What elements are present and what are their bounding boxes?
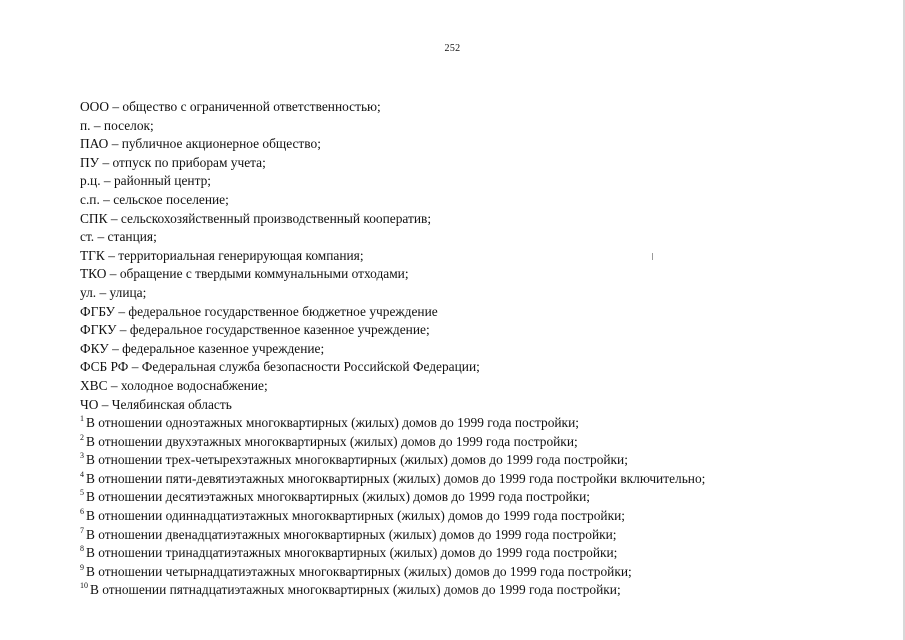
footnote-mark: 3 [80, 451, 84, 461]
footnote-mark: 5 [80, 488, 84, 498]
abbreviation-item: ФГБУ – федеральное государственное бюджетное учреждение [80, 303, 438, 319]
abbreviation-item: с.п. – сельское поселение; [80, 191, 229, 207]
page-number: 252 [444, 43, 461, 54]
footnote-item [80, 470, 705, 489]
footnote-item [80, 507, 705, 526]
footnote-mark: 6 [80, 507, 84, 517]
abbreviation-item: ТГК – территориальная генерирующая компания; [80, 247, 364, 263]
abbreviation-item: ПАО – публичное акционерное общество; [80, 136, 321, 152]
abbreviation-item: ООО – общество с ограниченной ответственностью; [80, 99, 381, 114]
footnote-mark: 10 [80, 581, 88, 591]
abbreviation-item: СПК – сельскохозяйственный производственный кооператив; [80, 210, 432, 226]
footnote-mark: 2 [80, 432, 84, 442]
abbreviation-item: ФКУ – федеральное казенное учреждение; [80, 340, 325, 356]
footnote-mark: 8 [80, 544, 84, 554]
scan-artifact [652, 253, 653, 260]
footnote-mark: 7 [80, 525, 84, 535]
footnote-text: В отношении трех-четырехэтажных многоквартирных (жилых) домов до 1999 года постройки; [86, 452, 628, 468]
footnote-text: В отношении одиннадцатиэтажных многоквартирных (жилых) домов до 1999 года постройки; [86, 508, 625, 524]
abbreviation-item: р.ц. – районный центр; [80, 173, 211, 189]
footnote-text: В отношении двухэтажных многоквартирных (жилых) домов до 1999 года постройки; [86, 433, 578, 449]
footnote-item [80, 488, 705, 507]
abbreviation-item: ст. – станция; [80, 229, 157, 245]
footnote-text: В отношении одноэтажных многоквартирных (жилых) домов до 1999 года постройки; [86, 415, 579, 431]
abbreviation-list [80, 98, 705, 600]
footnote-mark: 9 [80, 562, 84, 572]
footnote-item [80, 563, 705, 582]
abbreviation-item: ул. – улица; [80, 284, 147, 300]
abbreviation-item: ХВС – холодное водоснабжение; [80, 377, 268, 393]
footnote-item [80, 433, 705, 452]
abbreviation-item: ТКО – обращение с твердыми коммунальными отходами; [80, 266, 409, 282]
footnote-item [80, 544, 705, 563]
footnote-item [80, 581, 705, 600]
abbreviation-item: ФГКУ – федеральное государственное казенное учреждение; [80, 322, 430, 338]
footnote-text: В отношении четырнадцатиэтажных многоквартирных (жилых) домов до 1999 года постройки; [86, 563, 632, 579]
abbreviation-item: ЧО – Челябинская область [80, 396, 232, 412]
abbreviation-item: ПУ – отпуск по приборам учета; [80, 154, 266, 170]
footnote-item [80, 414, 705, 433]
footnote-text: В отношении десятиэтажных многоквартирных (жилых) домов до 1999 года постройки; [86, 489, 591, 505]
footnote-item [80, 451, 705, 470]
footnote-text: В отношении тринадцатиэтажных многоквартирных (жилых) домов до 1999 года постройки; [86, 545, 618, 561]
footnote-text: В отношении двенадцатиэтажных многоквартирных (жилых) домов до 1999 года постройки; [86, 526, 617, 542]
footnote-mark: 4 [80, 469, 84, 479]
footnote-text: В отношении пяти-девятиэтажных многоквартирных (жилых) домов до 1999 года постройки включительно; [86, 470, 706, 486]
footnote-mark: 1 [80, 414, 84, 424]
footnote-item [80, 526, 705, 545]
abbreviation-item: п. – поселок; [80, 117, 154, 133]
abbreviation-item: ФСБ РФ – Федеральная служба безопасности Российской Федерации; [80, 359, 480, 375]
footnote-text: В отношении пятнадцатиэтажных многоквартирных (жилых) домов до 1999 года постройки; [90, 582, 621, 598]
